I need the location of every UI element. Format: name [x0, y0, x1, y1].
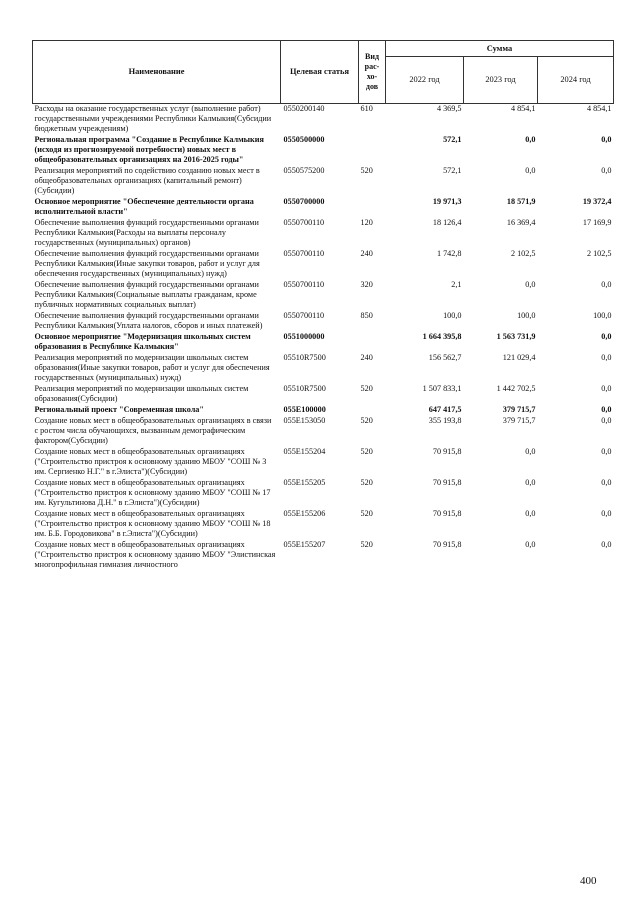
cell-vid: 520: [360, 166, 373, 175]
cell-2024: 0,0: [601, 478, 612, 487]
cell-2023: 1 442 702,5: [496, 384, 536, 393]
cell-vid: 240: [360, 249, 373, 258]
cell-name: Региональный проект "Современная школа": [34, 405, 204, 414]
cell-code: 05510R7500: [283, 384, 326, 393]
table-row: [33, 353, 614, 384]
cell-2023: 379 715,7: [502, 405, 536, 414]
table-body: [33, 104, 614, 572]
cell-2023: 121 029,4: [502, 353, 536, 362]
cell-name: Создание новых мест в общеобразовательных организациях ("Строительство пристроя к основному зданию МБОУ "СОШ № 3 им. Сергиенко Н.Г." в г.Элиста")(Субсидии): [34, 447, 267, 476]
table-header: [33, 41, 614, 104]
budget-table-page: [32, 40, 613, 571]
cell-2022: 1 507 833,1: [422, 384, 462, 393]
cell-name: Обеспечение выполнения функций государственными органами Республики Калмыкия(Иные закупки товаров, работ и услуг для обеспечения государственных (муниципальных) нужд): [34, 249, 260, 278]
cell-name: Региональная программа "Создание в Республике Калмыкия (исходя из прогнозируемой потребности) новых мест в общеобразовательных организациях на 2016-2025 годы": [34, 135, 264, 164]
table-row: [33, 249, 614, 280]
cell-vid: 520: [360, 540, 373, 549]
cell-code: 055E155205: [283, 478, 326, 487]
cell-2023: 2 102,5: [510, 249, 536, 258]
cell-name: Основное мероприятие "Модернизация школьных систем образования в Республике Калмыкия": [34, 332, 251, 351]
header-year-2022: 2022 год: [386, 57, 464, 104]
cell-2024: 2 102,5: [586, 249, 612, 258]
cell-name: Создание новых мест в общеобразовательных организациях ("Строительство пристроя к основному зданию МБОУ "Элистинская многопрофильная гимназия личностного: [34, 540, 276, 569]
header-sum: Сумма: [386, 41, 614, 57]
cell-2022: 355 193,8: [428, 416, 462, 425]
table-row: [33, 478, 614, 509]
cell-code: 055E100000: [283, 405, 326, 414]
cell-name: Создание новых мест в общеобразовательных организациях в связи с ростом числа обучающихся, вызванным демографическим фактором(Субсидии): [34, 416, 272, 445]
table-row: [33, 311, 614, 332]
header-year-2023: 2023 год: [464, 57, 538, 104]
cell-2024: 100,0: [593, 311, 612, 320]
table-row: [33, 405, 614, 416]
cell-name: Реализация мероприятий по модернизации школьных систем образования(Субсидии): [34, 384, 249, 403]
cell-name: Обеспечение выполнения функций государственными органами Республики Калмыкия(Социальные выплаты гражданам, кроме публичных нормативных социальных выплат): [34, 280, 259, 309]
cell-name: Реализация мероприятий по модернизации школьных систем образования(Иные закупки товаров, работ и услуг для обеспечения государственных (муниципальных) нужд): [34, 353, 270, 382]
table-row: [33, 135, 614, 166]
cell-vid: [359, 405, 386, 416]
table-row: [33, 384, 614, 405]
table-row: [33, 332, 614, 353]
table-row: [33, 540, 614, 571]
cell-vid: 520: [360, 447, 373, 456]
cell-code: 055E155204: [283, 447, 326, 456]
cell-2022: 572,1: [443, 166, 462, 175]
cell-code: 0550575200: [283, 166, 325, 175]
cell-vid: [359, 197, 386, 218]
cell-2024: 0,0: [601, 353, 612, 362]
cell-name: Создание новых мест в общеобразовательных организациях ("Строительство пристроя к основному зданию МБОУ "СОШ № 17 им. Кугультинова Д.Н." в г.Элиста")(Субсидии): [34, 478, 271, 507]
cell-2023: 379 715,7: [502, 416, 536, 425]
cell-2022: 19 971,3: [432, 197, 462, 206]
cell-code: 0550700000: [283, 197, 325, 206]
cell-code: 0550700110: [283, 280, 325, 289]
cell-2022: 100,0: [443, 311, 462, 320]
cell-2024: 0,0: [601, 447, 612, 456]
cell-code: 055E155206: [283, 509, 326, 518]
cell-code: 0550700110: [283, 249, 325, 258]
cell-vid: 520: [360, 509, 373, 518]
cell-2023: 18 571,9: [506, 197, 536, 206]
cell-2024: 0,0: [601, 166, 612, 175]
budget-table: [32, 40, 614, 571]
cell-vid: 240: [360, 353, 373, 362]
cell-2023: 0,0: [525, 478, 536, 487]
header-vid: Вид рас-хо-дов: [359, 41, 386, 104]
cell-2023: 0,0: [525, 447, 536, 456]
table-row: [33, 104, 614, 136]
cell-vid: 320: [360, 280, 373, 289]
cell-name: Реализация мероприятий по содействию созданию новых мест в общеобразовательных организациях (капитальный ремонт)(Субсидии): [34, 166, 260, 195]
cell-code: 055E153050: [283, 416, 326, 425]
cell-code: 05510R7500: [283, 353, 326, 362]
cell-vid: 520: [360, 478, 373, 487]
header-year-2024: 2024 год: [538, 57, 614, 104]
cell-code: 055E155207: [283, 540, 326, 549]
cell-2024: 0,0: [601, 135, 612, 144]
cell-code: 0551000000: [283, 332, 325, 341]
table-row: [33, 447, 614, 478]
cell-2022: 4 369,5: [436, 104, 462, 113]
table-row: [33, 280, 614, 311]
cell-vid: 520: [360, 416, 373, 425]
cell-vid: [359, 135, 386, 166]
cell-2023: 0,0: [525, 540, 536, 549]
cell-name: Создание новых мест в общеобразовательных организациях ("Строительство пристроя к основному зданию МБОУ "СОШ № 18 им. Б.Б. Городовикова" в г.Элиста")(Субсидии): [34, 509, 271, 538]
cell-name: Расходы на оказание государственных услуг (выполнение работ) государственными учреждениями Республики Калмыкия(Субсидии бюджетным учреждениям): [34, 104, 272, 133]
cell-2024: 17 169,9: [582, 218, 612, 227]
cell-2022: 1 664 395,8: [422, 332, 462, 341]
cell-vid: [359, 332, 386, 353]
cell-vid: 120: [360, 218, 373, 227]
cell-2023: 16 369,4: [506, 218, 536, 227]
table-row: [33, 197, 614, 218]
cell-2023: 0,0: [525, 135, 536, 144]
cell-2022: 156 562,7: [428, 353, 462, 362]
header-code: Целевая статья: [281, 41, 359, 104]
cell-2022: 70 915,8: [432, 540, 462, 549]
cell-code: 0550500000: [283, 135, 325, 144]
table-row: [33, 416, 614, 447]
cell-2022: 647 417,5: [428, 405, 462, 414]
cell-2022: 70 915,8: [432, 509, 462, 518]
cell-2024: 19 372,4: [582, 197, 612, 206]
cell-2022: 18 126,4: [432, 218, 462, 227]
cell-2023: 0,0: [525, 166, 536, 175]
cell-code: 0550700110: [283, 311, 325, 320]
cell-2023: 100,0: [517, 311, 536, 320]
cell-2023: 0,0: [525, 280, 536, 289]
cell-2024: 4 854,1: [586, 104, 612, 113]
table-row: [33, 166, 614, 197]
cell-vid: 610: [360, 104, 373, 113]
cell-2024: 0,0: [601, 280, 612, 289]
cell-2024: 0,0: [601, 509, 612, 518]
cell-2022: 572,1: [443, 135, 462, 144]
cell-2022: 2,1: [451, 280, 462, 289]
page-number: 400: [580, 875, 597, 887]
cell-name: Основное мероприятие "Обеспечение деятельности органа исполнительной власти": [34, 197, 254, 216]
cell-2022: 70 915,8: [432, 478, 462, 487]
table-row: [33, 509, 614, 540]
cell-2023: 1 563 731,9: [496, 332, 536, 341]
header-name: Наименование: [33, 41, 281, 104]
cell-code: 0550200140: [283, 104, 325, 113]
cell-vid: 520: [360, 384, 373, 393]
cell-2024: 0,0: [601, 540, 612, 549]
cell-name: Обеспечение выполнения функций государственными органами Республики Калмыкия(Расходы на выплаты персоналу государственных (муниципальных) органов): [34, 218, 259, 247]
cell-code: 0550700110: [283, 218, 325, 227]
cell-name: Обеспечение выполнения функций государственными органами Республики Калмыкия(Уплата налогов, сборов и иных платежей): [34, 311, 263, 330]
cell-2024: 0,0: [601, 405, 612, 414]
cell-2022: 1 742,8: [436, 249, 462, 258]
cell-2024: 0,0: [601, 416, 612, 425]
cell-2023: 4 854,1: [510, 104, 536, 113]
cell-vid: 850: [360, 311, 373, 320]
cell-2024: 0,0: [601, 384, 612, 393]
table-row: [33, 218, 614, 249]
cell-2024: 0,0: [601, 332, 612, 341]
cell-2023: 0,0: [525, 509, 536, 518]
cell-2022: 70 915,8: [432, 447, 462, 456]
